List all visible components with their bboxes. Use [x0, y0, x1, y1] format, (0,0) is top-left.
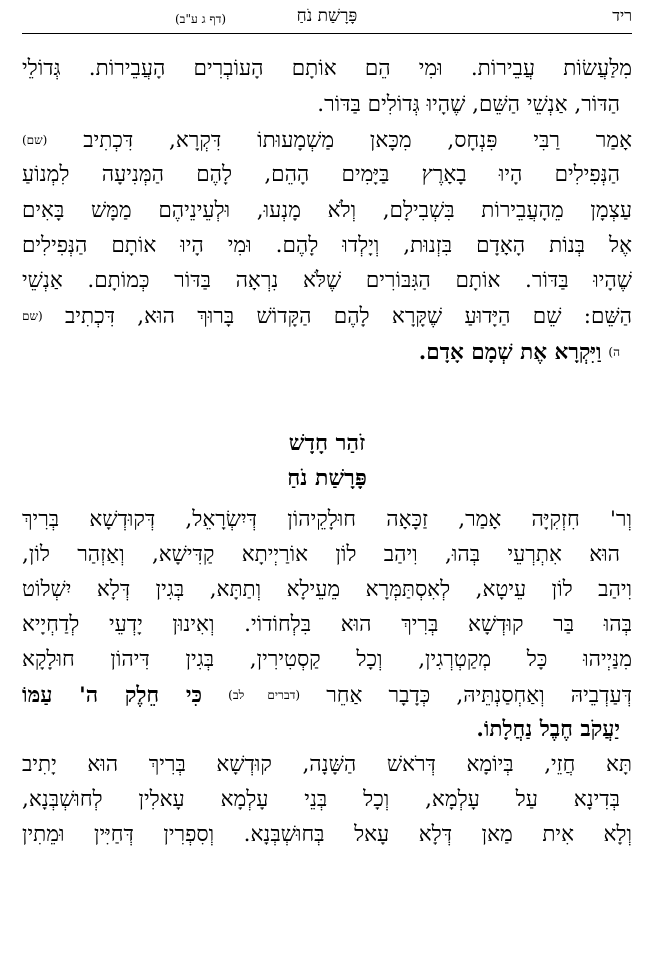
text-line-content: דְּעַדְבֵיהּ וְאַחְסַנְתֵּיהּ, כְּדָבָר אַחֵר — [326, 683, 632, 708]
text-line: הַנְּפִילִים הָיוּ בָאָרֶץ בַּיָּמִים הָהֵם, לָהֶם הַמְּנִיעָה לִמְנוֹעַ — [22, 162, 620, 187]
text-line-content: הַשֵּׁם: שֵׁם הַיָּדוּעַ שֶׁקָּרָא לָהֶם הַקָּדוֹשׁ בָּרוּךְ הוּא, דִּכְתִיב — [65, 304, 632, 329]
text-line: בְּדִינָא עַל עָלְמָא, וְכָל בְּנֵי עָלְמָא עָאלִין לְחוּשְׁבְּנָא, — [22, 787, 620, 812]
text-line: בְּהוּ בַּר קוּדְשָׁא בְּרִיךְ הוּא בִּלְחוֹדוֹי. וְאִינוּן יָדְעֵי לְדַחְיָיא — [22, 612, 632, 637]
text-line: מִנַּיְיהוּ כָּל מְקַטְרְגִין, וְכָל קַסְטִירִין, בְּגִין דִּיהוֹן חוּלָקָא — [22, 647, 632, 672]
text-line: וְר' חִזְקִיָּה אָמַר, זַכָּאָה חוּלָקֵיהוֹן דְּיִשְׂרָאֵל, דְּקוּדְשָׁא בְּרִיךְ — [22, 507, 632, 532]
text-line: אֶל בְּנוֹת הָאָדָם בִּזְנוּת, וְיָלְדוּ לָהֶם. וּמִי הָיוּ אוֹתָם הַנְּפִילִים — [22, 233, 632, 258]
text-line-content: כִּי חֵלֶק ה' עַמּוֹ — [22, 683, 203, 708]
text-line — [22, 678, 632, 712]
text-line: יַעֲקֹב חֶבֶל נַחֲלָתוֹ. — [476, 717, 620, 742]
text-line — [22, 299, 632, 333]
text-line-content: וַיִּקְרָא אֶת שְׁמָם אָדָם. — [418, 340, 602, 365]
text-line: עַצְמָן מֵהָעֲבֵירוֹת בִּשְׁבִילָם, וְלֹא מָנְעוּ, וּלְעֵינֵיהֶם מַמָּשׁ בָּאִים — [22, 198, 632, 223]
header-rule — [22, 33, 632, 34]
text-line: מִלַּעֲשׂוֹת עֲבֵירוֹת. וּמִי הֵם אוֹתָם הָעוֹבְרִים הָעֲבֵירוֹת. גְּדוֹלֵי — [22, 56, 632, 81]
verse-reference: ה) — [608, 345, 620, 359]
verse-reference: (דברים לב) — [228, 688, 301, 702]
text-line — [22, 123, 632, 157]
text-line: וִיהַב לוֹן עֵיטָא, לְאִסְתַּמְּרָא מֵעֵילָא וְתַתָּא, בְּגִין דְּלָא יִשְׁלוֹט — [22, 577, 632, 602]
text-line: שֶׁהָיוּ בַּדּוֹר. אוֹתָם הַגִּבּוֹרִים שֶׁלֹּא נִרְאָה בַּדּוֹר כְּמוֹתָם. אַנְשֵׁי — [22, 268, 632, 293]
section-heading-zohar: זֹהַר חָדָשׁ — [288, 430, 366, 456]
daf-reference: (דף ג ע"ב) — [175, 12, 227, 26]
text-line: תָּא חֲזֵי, בְּיוֹמָא דְּרֹאשׁ הַשָּׁנָה, קוּדְשָׁא בְּרִיךְ הוּא יָתִיב — [22, 752, 632, 777]
text-line: הַדּוֹר, אַנְשֵׁי הַשֵּׁם, שֶׁהָיוּ גְּדוֹלִים בַּדּוֹר. — [317, 92, 620, 117]
verse-reference: (שם — [22, 309, 43, 323]
running-title: פָּרָשַׁת נֹחַ — [296, 6, 358, 26]
page-number: ריד — [612, 6, 632, 25]
section-heading-parsha: פָּרָשַׁת נֹחַ — [287, 465, 367, 491]
text-line — [419, 335, 620, 369]
text-line-content: אָמַר רַבִּי פִּנְחָס, מִכָּאן מַשְׁמָעוּתוֹ דִּקְרָא, דִּכְתִיב — [83, 128, 632, 153]
verse-reference: (שם) — [22, 133, 48, 147]
running-header — [0, 0, 654, 34]
text-line: וְלָא אִית מַאן דְּלָא עָאל בְּחוּשְׁבְּנָא. וְסִפְרִין דְּחַיִּין וּמֵתִין — [22, 822, 632, 847]
text-line: הוּא אִתְרְעֵי בְּהוּ, וִיהַב לוֹן אוֹרַיְיתָא קַדִּישָׁא, וְאַזְהַר לוֹן, — [22, 542, 620, 567]
